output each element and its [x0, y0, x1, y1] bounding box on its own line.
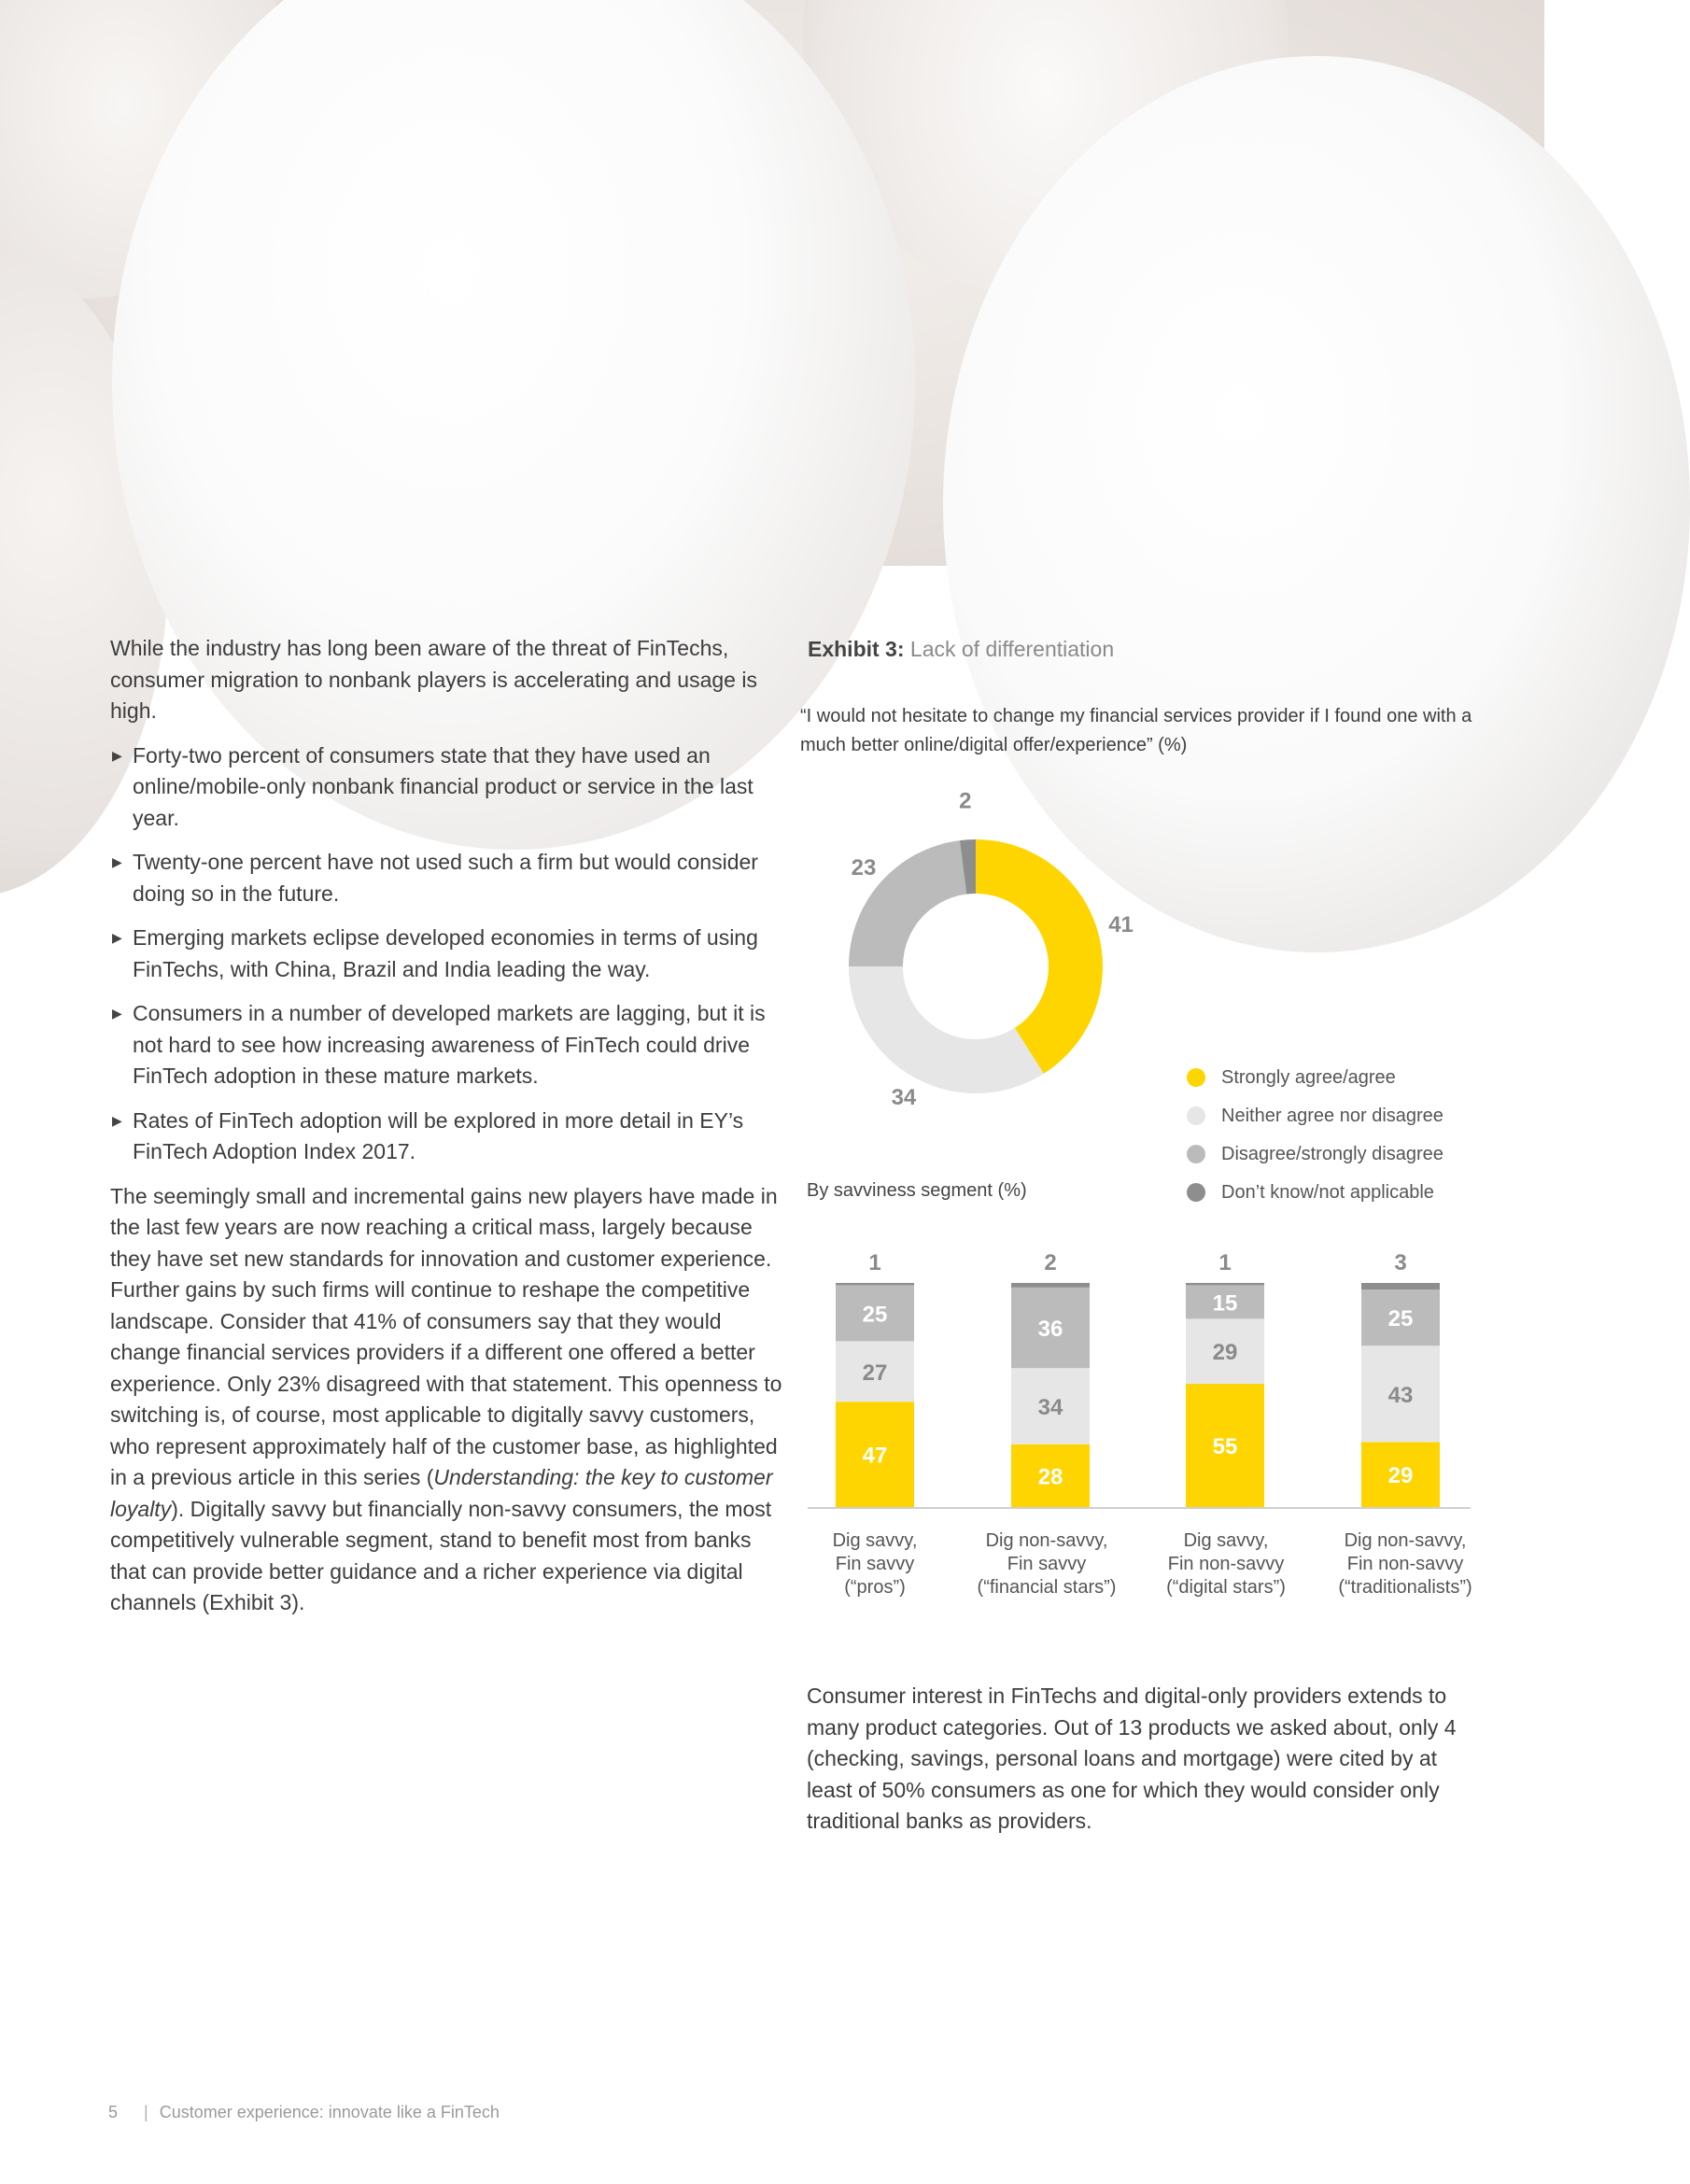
article-reference: Understanding: the key to customer loyalty	[110, 1465, 773, 1521]
bullet-text: Rates of FinTech adoption will be explored in more detail in EY’s FinTech Adoption Index 2017.	[133, 1107, 744, 1163]
legend-swatch-icon	[1187, 1106, 1205, 1125]
legend-label: Don’t know/not applicable	[1221, 1182, 1434, 1203]
bar-value-label: 34	[1037, 1395, 1063, 1420]
hero-image-eggs	[0, 0, 1544, 566]
category-line: Dig non-savvy,	[1344, 1530, 1467, 1551]
intro-paragraph: While the industry has long been aware of the threat of FinTechs, consumer migration to nonbank players is accelerating and usage is high.	[110, 636, 757, 723]
bullet-arrow-icon: ▶	[112, 747, 122, 763]
bullet-item	[110, 998, 782, 1092]
bar-value-label: 36	[1037, 1317, 1063, 1342]
bullet-item	[110, 1106, 782, 1168]
category-label	[1317, 1529, 1494, 1599]
donut-value-label: 41	[1108, 911, 1134, 937]
bullet-text: Emerging markets eclipse developed economies in terms of using FinTechs, with China, Brazil and India leading the way.	[133, 925, 758, 981]
category-line: Fin savvy	[835, 1554, 915, 1574]
bar-segment	[1011, 1283, 1090, 1288]
donut-value-label: 23	[851, 855, 877, 881]
exhibit-label: Exhibit 3:	[808, 637, 905, 661]
legend-item	[1184, 1101, 1444, 1139]
bullet-arrow-icon: ▶	[112, 1112, 122, 1128]
bullet-text: Forty-two percent of consumers state that they have used an online/mobile-only nonbank financial product or service in the last year.	[133, 742, 753, 830]
paragraph-text: The seemingly small and incremental gains new players have made in the last few years are now reaching a critical mass, largely because they have set new standards for innovation and customer experience. Further gains by such firms will continue to reshape the competitive landscape. Consider that 41% of consumers say that they would change financial services providers if a different one offered a better experience. Only 23% disagreed with that statement. This openness to switching is, of course, most applicable to digitally savvy customers, who represent approximately half of the customer base, as highlighted in a previous article in this series (	[110, 1183, 782, 1489]
bullet-list	[110, 740, 782, 1168]
segment-chart-title: By savviness segment (%)	[807, 1180, 1027, 1201]
legend-label: Neither agree nor disagree	[1221, 1106, 1444, 1126]
bar-value-label: 43	[1387, 1382, 1414, 1408]
stacked-bar-chart	[803, 1242, 1475, 1522]
bar-value-label: 25	[1387, 1306, 1414, 1332]
bar-value-label: 15	[1212, 1290, 1238, 1317]
bar-value-label: 1	[868, 1250, 881, 1275]
donut-chart	[812, 788, 1139, 1130]
donut-slice	[849, 966, 1044, 1093]
bullet-text: Consumers in a number of developed markets are lagging, but it is not hard to see how increasing awareness of FinTech could drive FinTech adoption in these mature markets.	[133, 1001, 766, 1088]
page-footer	[108, 2103, 500, 2122]
bar-value-label: 27	[862, 1360, 888, 1386]
legend-item	[1184, 1063, 1444, 1101]
bar-value-label: 29	[1212, 1340, 1238, 1366]
bar-segment	[836, 1283, 914, 1285]
bar-value-label: 29	[1387, 1463, 1414, 1489]
exhibit-subtitle: Lack of differentiation	[909, 637, 1115, 661]
bar-value-label: 3	[1394, 1250, 1407, 1275]
left-column	[110, 633, 782, 1619]
donut-value-label: 34	[891, 1085, 917, 1111]
bullet-arrow-icon: ▶	[112, 854, 122, 869]
bar-segment	[1361, 1283, 1440, 1289]
category-line: (“digital stars”)	[1166, 1577, 1286, 1598]
bar-segment	[1186, 1283, 1264, 1285]
bullet-item	[110, 740, 782, 835]
bullet-item	[110, 847, 782, 909]
bullet-item	[110, 923, 782, 985]
bullet-arrow-icon: ▶	[112, 930, 122, 945]
category-label	[958, 1529, 1135, 1599]
bar-value-label: 47	[862, 1443, 888, 1469]
footer-title: Customer experience: innovate like a FinTech	[159, 2103, 500, 2121]
category-line: Fin non-savvy	[1346, 1554, 1464, 1574]
legend-swatch-icon	[1187, 1145, 1205, 1163]
bar-value-label: 55	[1212, 1434, 1238, 1459]
legend-item	[1184, 1177, 1444, 1216]
category-line: (“financial stars”)	[977, 1577, 1117, 1598]
category-line: (“pros”)	[844, 1577, 906, 1598]
bullet-arrow-icon: ▶	[112, 1006, 122, 1021]
legend-label: Disagree/strongly disagree	[1221, 1144, 1444, 1164]
category-label	[1137, 1529, 1315, 1599]
donut-value-label: 2	[959, 788, 972, 814]
category-line: Dig savvy,	[1183, 1530, 1269, 1551]
exhibit-question: “I would not hesitate to change my financial services provider if I found one with a much better online/digital offer/experience” (%)	[800, 706, 1472, 755]
bullet-text: Twenty-one percent have not used such a firm but would consider doing so in the future.	[133, 850, 758, 906]
footer-divider: |	[144, 2103, 148, 2121]
legend-label: Strongly agree/agree	[1221, 1067, 1396, 1088]
category-line: Fin savvy	[1007, 1554, 1087, 1574]
chart-legend	[1184, 1063, 1444, 1216]
exhibit-title	[808, 637, 1114, 662]
legend-item	[1184, 1139, 1444, 1177]
body-paragraph: Consumer interest in FinTechs and digital-only providers extends to many product categories. Out of 13 products we asked about, only 4 (checking, savings, personal loans and mortgage) were cited by at least of 50% consumers as one for which they would consider only traditional banks as providers.	[807, 1684, 1457, 1833]
page-number: 5	[108, 2103, 119, 2121]
bar-value-label: 25	[862, 1302, 888, 1328]
bar-value-label: 28	[1037, 1464, 1063, 1490]
category-line: Dig savvy,	[832, 1530, 918, 1551]
bar-value-label: 2	[1044, 1250, 1057, 1275]
legend-swatch-icon	[1187, 1183, 1205, 1202]
paragraph-text: ). Digitally savvy but financially non-savvy consumers, the most competitively vulnerable segment, stand to benefit most from banks that can provide better guidance and a richer experience via digital channels (Exhibit 3).	[110, 1496, 772, 1614]
bar-value-label: 1	[1218, 1250, 1232, 1275]
body-paragraph	[110, 1181, 782, 1619]
category-line: (“traditionalists”)	[1338, 1577, 1472, 1598]
category-label	[786, 1529, 964, 1599]
category-line: Fin non-savvy	[1167, 1554, 1285, 1574]
category-line: Dig non-savvy,	[985, 1530, 1108, 1551]
legend-swatch-icon	[1187, 1068, 1205, 1087]
